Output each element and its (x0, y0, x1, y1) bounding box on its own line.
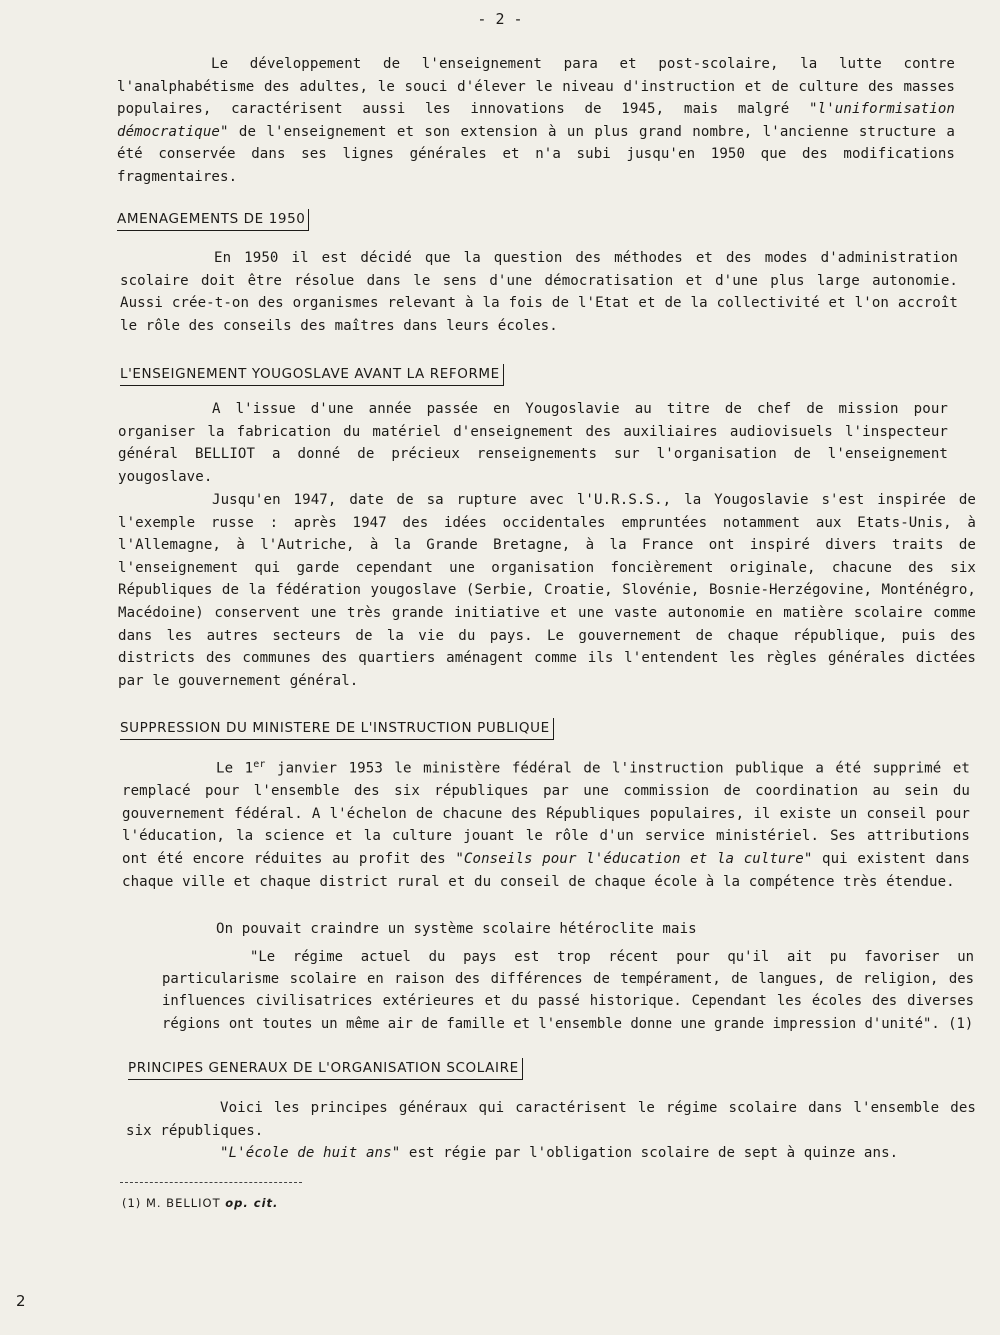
footnote: (1) M. BELLIOT op. cit. (122, 1196, 279, 1210)
intro-paragraph: Le développement de l'enseignement para et post-scolaire, la lutte contre l'analphabétisme des adultes, le souci d'élever le niveau d'instruction et de culture des masses populaires, caractérisent aussi les innovations de 1945, mais malgré "l'uniformisation démocratique" de l'enseignement et son extension à un plus grand nombre, l'ancienne structure a été conservée dans ses lignes générales et n'a subi jusqu'en 1950 que des modifications fragmentaires. (117, 56, 955, 185)
principes-paragraph-2: "L'école de huit ans" est régie par l'obligation scolaire de sept à quinze ans. (220, 1145, 899, 1161)
avant-reforme-paragraph-1: A l'issue d'une année passée en Yougoslavie au titre de chef de mission pour organiser la fabrication du matériel d'enseignement des auxiliaires audiovisuels l'inspecteur général BELLIOT a donné de précieux renseignements sur l'organisation de l'enseignement yougoslave. (118, 401, 948, 485)
section-heading-principes: PRINCIPES GENERAUX DE L'ORGANISATION SCOLAIRE (128, 1058, 523, 1080)
page-number: - 2 - (477, 10, 523, 28)
corner-page-number: 2 (16, 1292, 26, 1310)
quotation-block: "Le régime actuel du pays est trop récent pour qu'il ait pu favoriser un particularisme scolaire en raison des différences de tempérament, de langues, de religion, des influences civilisatrices extérieures et du passé historique. Cependant les écoles des diverses régions ont toutes un même air de famille et l'ensemble donne une grande impression d'unité". (1) (162, 949, 974, 1032)
principes-paragraph-1: Voici les principes généraux qui caractérisent le régime scolaire dans l'ensemble des six républiques. (126, 1100, 976, 1139)
intro-italic: "l'uniformisation démocratique" (117, 101, 955, 140)
section-heading-amenagements: AMENAGEMENTS DE 1950 (117, 209, 309, 231)
principes-italic: "L'école de huit ans" (220, 1145, 401, 1161)
section-heading-avant-reforme: L'ENSEIGNEMENT YOUGOSLAVE AVANT LA REFORME (120, 364, 504, 386)
footnote-separator (120, 1182, 302, 1183)
suppression-paragraph-2: On pouvait craindre un système scolaire hétéroclite mais (216, 921, 697, 937)
section-heading-suppression: SUPPRESSION DU MINISTERE DE L'INSTRUCTION PUBLIQUE (120, 718, 554, 740)
avant-reforme-paragraph-2: Jusqu'en 1947, date de sa rupture avec l'U.R.S.S., la Yougoslavie s'est inspirée de l'exemple russe : après 1947 des idées occidentales empruntées notamment aux Etats-Unis, à l'Allemagne, à l'Autriche, à la Grande Bretagne, à la France ont inspiré divers traits de l'enseignement qui garde cependant une organisation foncièrement originale, chacune des six Républiques de la fédération yougoslave (Serbie, Croatie, Slovénie, Bosnie-Herzégovine, Monténégro, Macédoine) conservent une très grande initiative et une vaste autonomie en matière scolaire comme dans les autres secteurs de la vie du pays. Le gouvernement de chaque république, puis des districts des communes des quartiers aménagent comme ils l'entendent les règles générales dictées par le gouvernement général. (118, 492, 976, 689)
suppression-italic: "Conseils pour l'éducation et la culture" (455, 851, 813, 868)
amenagements-paragraph: En 1950 il est décidé que la question des méthodes et des modes d'administration scolaire doit être résolue dans le sens d'une démocratisation et d'une plus large autonomie. Aussi crée-t-on des organismes relevant à la fois de l'Etat et de la collectivité et l'on accroît le rôle des conseils des maîtres dans leurs écoles. (120, 250, 958, 334)
suppression-paragraph-1: Le 1er janvier 1953 le ministère fédéral de l'instruction publique a été supprimé et remplacé pour l'ensemble des six républiques par une commission de coordination au sein du gouvernement fédéral. A l'échelon de chacune des Républiques populaires, il existe un conseil pour l'éducation, la science et la culture jouant le rôle d'un service ministériel. Ses attributions ont été encore réduites au profit des "Conseils pour l'éducation et la culture" qui existent dans chaque ville et chaque district rural et du conseil de chaque école à la compétence très étendue. (122, 759, 970, 890)
